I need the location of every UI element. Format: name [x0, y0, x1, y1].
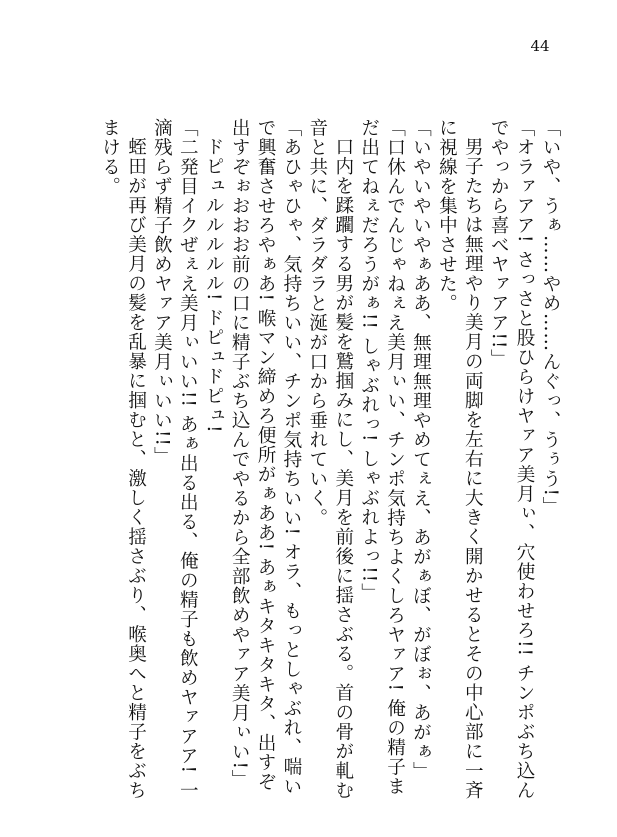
paragraph-sound-effect: ドピュルルルルル! ドピュドピュ! [203, 136, 225, 434]
paragraph-narration: 男子たちは無理やり美月の両脚を左右に大きく開かせるとその中心部に一斉に視線を集中させた。 [436, 118, 484, 800]
paragraph-dialogue: 「いやいやいやぁああ、無理無理やめてぇえ、あがぁぼ、がぼぉ、あがぁ」 [410, 118, 432, 781]
paragraph-dialogue: 「二発目イクぜぇえ美月ぃいい!! あぁ出る出る、俺の精子も飲めヤァアア! 一滴残らず精子飲めヤァア美月ぃいい!!」 [151, 118, 199, 801]
paragraph-dialogue: 「いや、うぁ……やめ……んぐっ、うぅう!」 [540, 118, 561, 517]
paragraph-dialogue: 「あひゃひゃ、気持ちいい、チンポ気持ちいい! オラ、もっとしゃぶれ、喘いで興奮させろやぁあ! 喉マン締めろ便所がぁああ! あぁキタキタキタ、出すぞ出すぞぉおおお前の口に精子ぶち込んでやるから全部飲めやァア美月ぃい!」 [229, 118, 302, 797]
paragraph-narration: 蛭田が再び美月の髪を乱暴に掴むと、激しく揺さぶり、喉奥へと精子をぶちまける。 [99, 118, 147, 800]
paragraph-dialogue: 「口休んでんじゃねぇえ美月ぃい、チンポ気持ちよくしろヤァア! 俺の精子まだ出てねぇだろうがぁ!! しゃぶれっ! しゃぶれよっ!!」 [358, 118, 406, 797]
paragraph-narration: 口内を蹂躙する男が髪を鷲掴みにし、美月を前後に揺さぶる。首の骨が軋む音と共に、ダラダラと涎が口から垂れていく。 [306, 118, 354, 800]
paragraph-dialogue: 「オラァアア! さっさと股ひらけヤァア美月ぃ、穴使わせろ!! チンポぶち込んでやっから喜べヤァアア!!」 [488, 118, 536, 801]
page-number: 44 [530, 37, 550, 55]
vertical-text-body [93, 118, 563, 808]
